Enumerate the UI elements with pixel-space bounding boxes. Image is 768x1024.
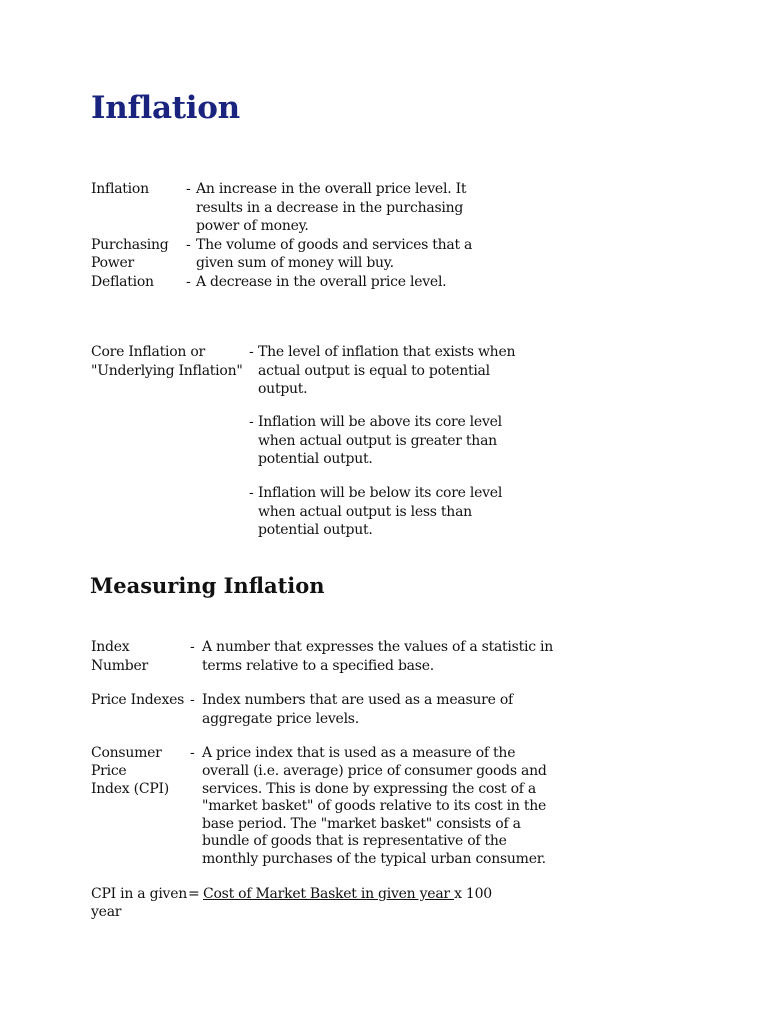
term-cpi: Price (91, 763, 127, 779)
core-point-line: Inflation will be above its core level (258, 414, 502, 430)
formula-numerator: Cost of Market Basket in given year (203, 886, 455, 902)
core-point-line: potential output. (258, 522, 373, 538)
definition-line: monthly purchases of the typical urban consumer. (202, 850, 546, 867)
definition-line: bundle of goods that is representative of the (202, 833, 507, 849)
definition-dash: - (186, 273, 191, 290)
definition-dash: - (186, 236, 191, 253)
definition-line: services. This is done by expressing the cost of a (202, 780, 537, 797)
core-point-line: Inflation will be below its core level (258, 485, 503, 501)
core-point-line: output. (258, 381, 308, 397)
definition-line: An increase in the overall price level. It (196, 181, 467, 197)
definition-line: A decrease in the overall price level. (196, 273, 447, 290)
term-purchasing-power: Power (91, 255, 134, 271)
term-inflation: Inflation (91, 181, 149, 197)
definition-line: A price index that is used as a measure of the (202, 745, 516, 761)
page-title: Inflation (91, 90, 240, 126)
term-core-inflation: "Underlying Inflation" (91, 362, 243, 379)
term-core-inflation: Core Inflation or (91, 344, 205, 360)
core-point-line: potential output. (258, 451, 373, 467)
term-cpi: Consumer (91, 745, 162, 761)
core-point-line: when actual output is greater than (258, 432, 497, 449)
definition-line: results in a decrease in the purchasing (196, 199, 464, 216)
definition-line: A number that expresses the values of a statistic in (202, 639, 553, 655)
definition-line: power of money. (196, 218, 309, 234)
point-dash: - (249, 485, 254, 501)
definition-line: terms relative to a specified base. (202, 657, 434, 674)
definition-line: The volume of goods and services that a (196, 236, 473, 253)
term-cpi-in-given-year: CPI in a given (91, 886, 188, 902)
definition-line: Index numbers that are used as a measure of (202, 692, 513, 708)
point-dash: - (249, 344, 254, 360)
term-cpi-in-given-year: year (91, 904, 122, 920)
term-deflation: Deflation (91, 273, 154, 290)
term-index-number: Number (91, 657, 148, 674)
definition-dash: - (190, 639, 195, 655)
term-cpi: Index (CPI) (91, 780, 169, 797)
point-dash: - (249, 414, 254, 430)
core-point-line: The level of inflation that exists when (258, 344, 516, 360)
definition-line: overall (i.e. average) price of consumer goods and (202, 763, 547, 779)
core-point-line: actual output is equal to potential (258, 362, 490, 379)
definition-line: base period. The "market basket" consists of a (202, 815, 521, 832)
term-price-indexes: Price Indexes (91, 692, 185, 708)
definition-line: "market basket" of goods relative to its cost in the (202, 798, 547, 814)
definition-line: aggregate price levels. (202, 710, 359, 727)
term-purchasing-power: Purchasing (91, 236, 169, 253)
term-index-number: Index (91, 639, 130, 655)
cpi-formula (203, 885, 492, 904)
definition-line: given sum of money will buy. (196, 255, 394, 271)
definition-dash: - (186, 181, 191, 197)
formula-multiplier: x 100 (454, 886, 492, 902)
definition-dash: - (190, 692, 195, 708)
section-heading-measuring-inflation: Measuring Inflation (90, 573, 325, 598)
definition-dash: - (190, 745, 195, 761)
formula-equals: = (188, 886, 200, 902)
core-point-line: when actual output is less than (258, 503, 472, 520)
